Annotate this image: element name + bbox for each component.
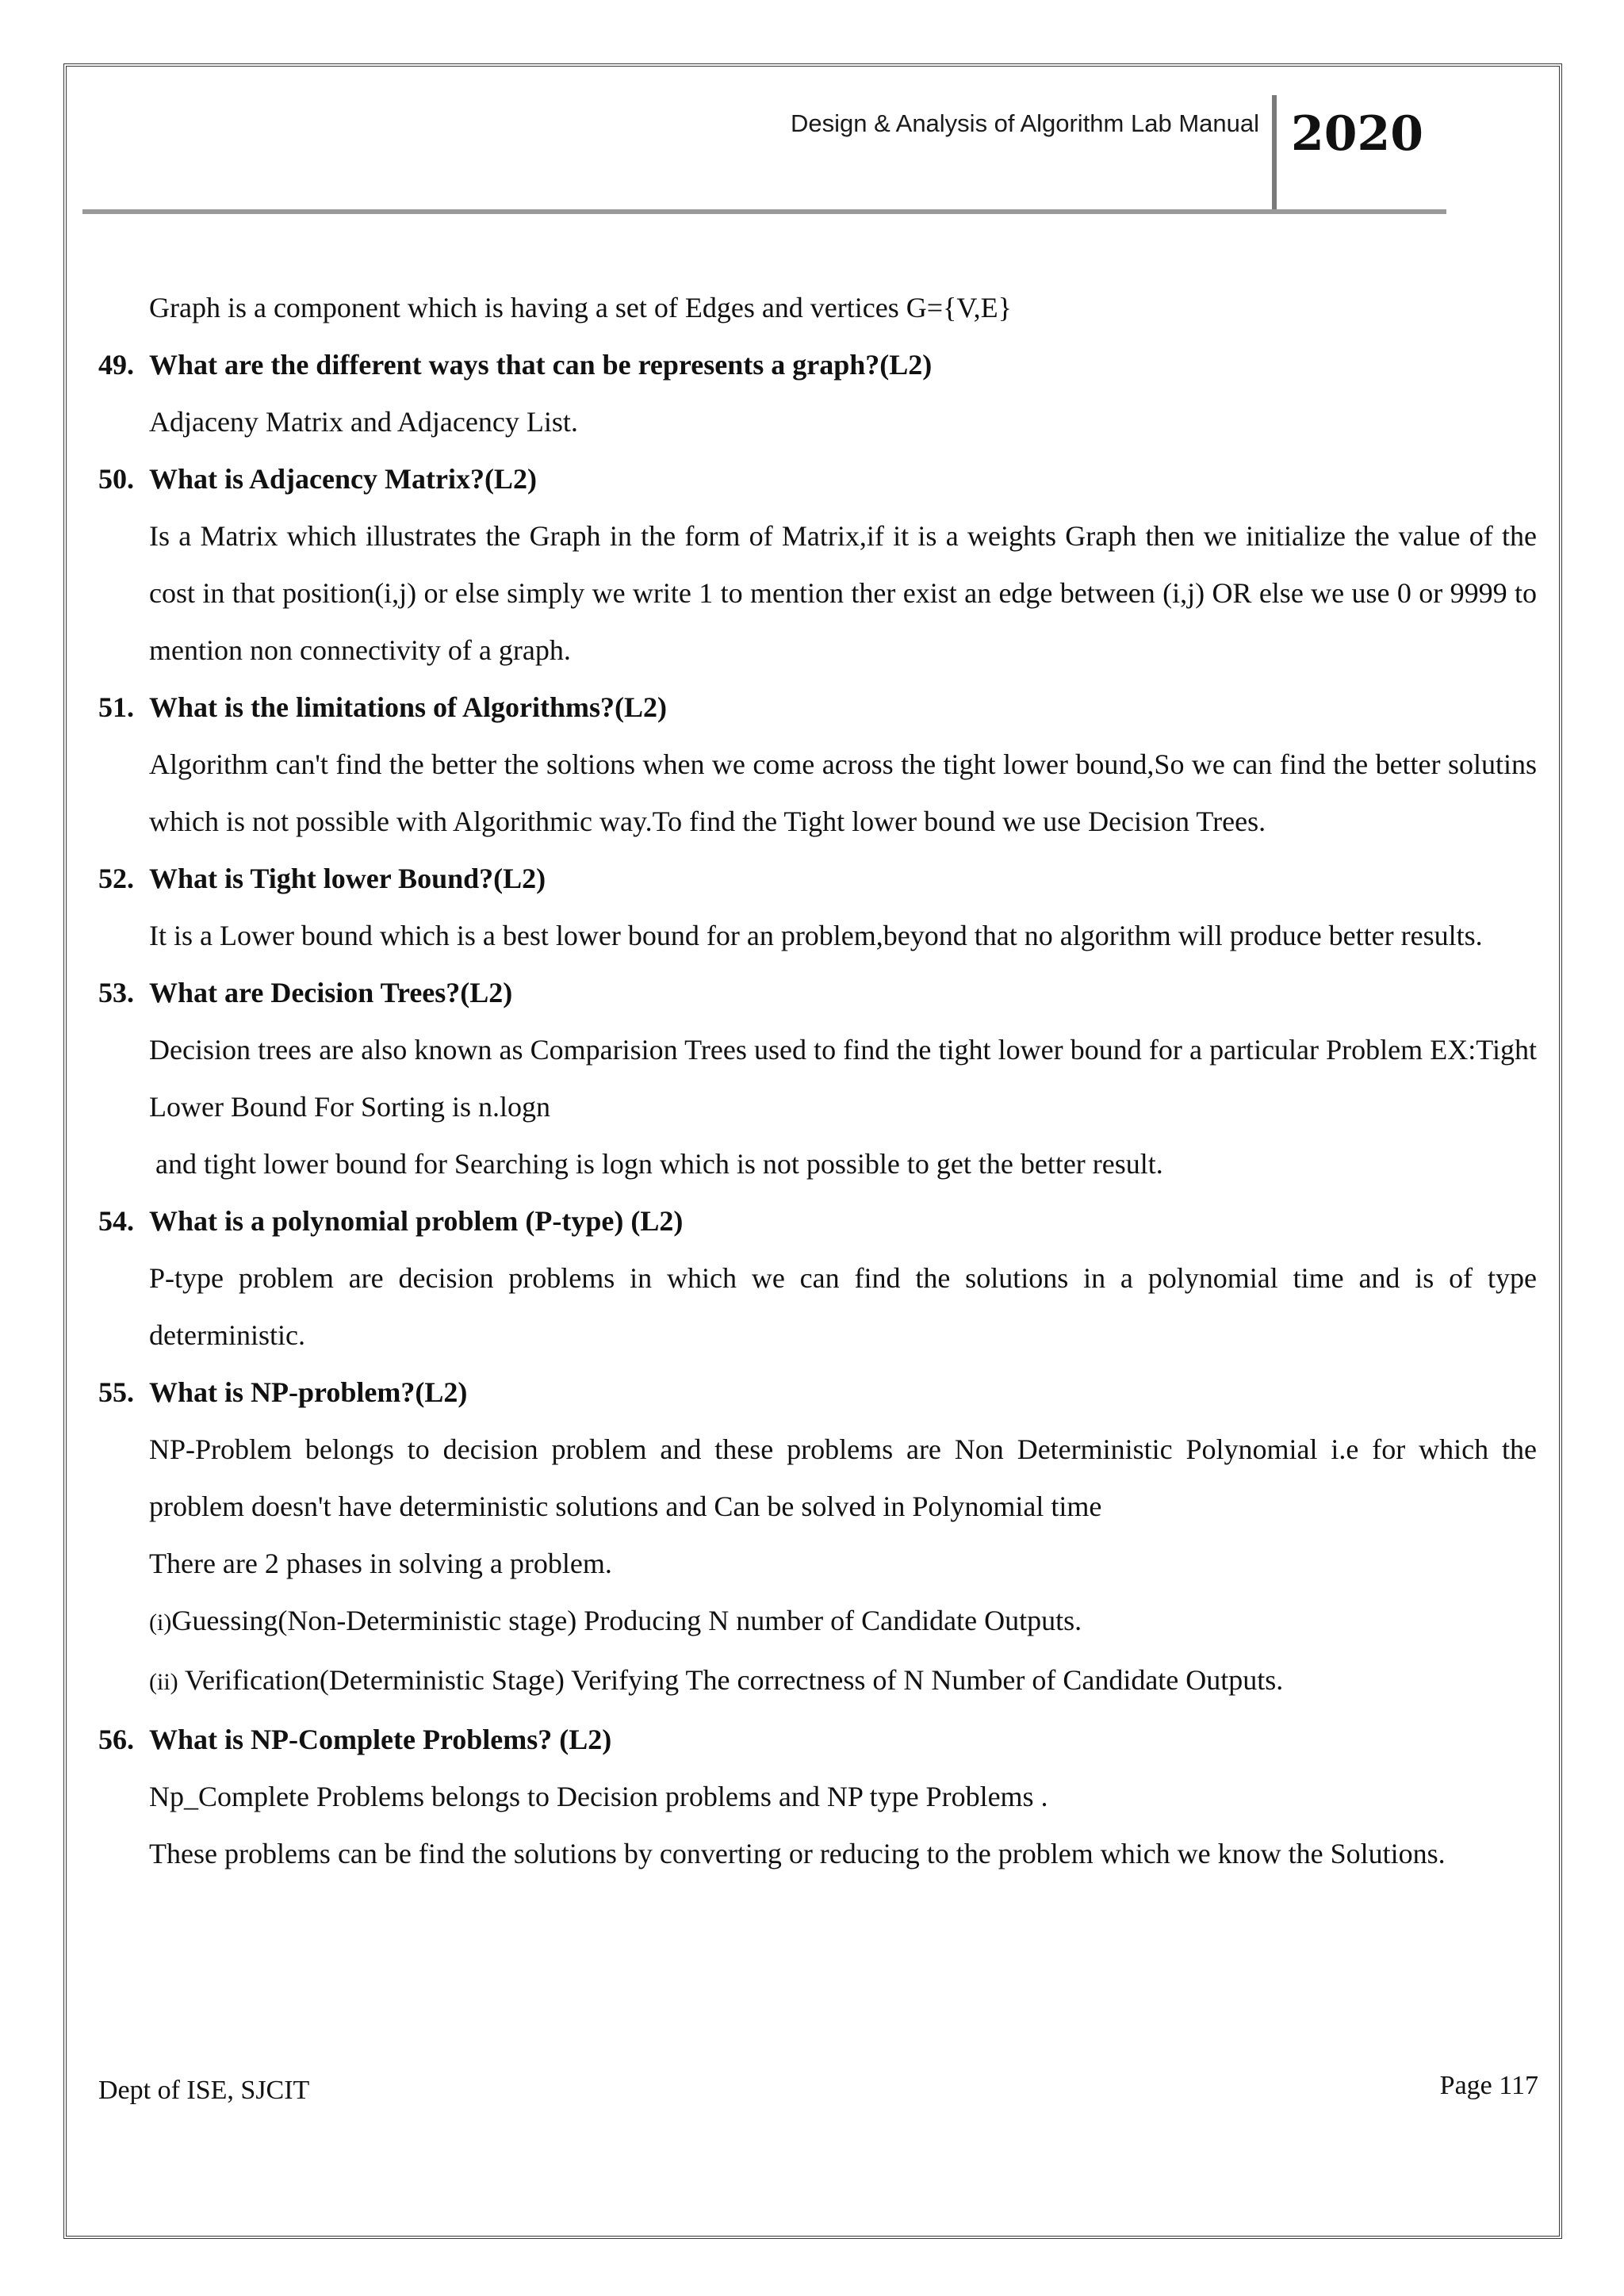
- answer-51: Algorithm can't find the better the soltions when we come across the tight lower bound,So we can find the better solutins which is not possible with Algorithmic way.To find the Tight lower bound we use Decision Trees.: [149, 748, 1537, 837]
- question-number: 49.: [98, 349, 134, 381]
- question-50: [98, 450, 1537, 507]
- question-49: [98, 336, 1537, 393]
- question-text: What is the limitations of Algorithms?(L2): [149, 691, 667, 723]
- answer-56-part-1: Np_Complete Problems belongs to Decision problems and NP type Problems .: [149, 1781, 1048, 1812]
- answer-56-part-2: These problems can be find the solutions by converting or reducing to the problem which we know the Solutions.: [149, 1838, 1446, 1869]
- question-54: [98, 1192, 1537, 1249]
- footer-dept: Dept of ISE, SJCIT: [98, 2076, 310, 2105]
- answer-55-item-1: [98, 1592, 1537, 1651]
- question-56: [98, 1711, 1537, 1768]
- answer-49: Adjaceny Matrix and Adjacency List.: [149, 406, 578, 438]
- question-55: [98, 1364, 1537, 1421]
- question-text: What is Tight lower Bound?(L2): [149, 863, 546, 894]
- answer-55-part-2: There are 2 phases in solving a problem.: [149, 1548, 612, 1579]
- question-number: 54.: [98, 1205, 134, 1237]
- header-title: Design & Analysis of Algorithm Lab Manual: [790, 109, 1259, 137]
- header-rule: [82, 209, 1446, 214]
- item-marker: (i): [149, 1609, 172, 1636]
- page-content: [98, 279, 1537, 1882]
- question-text: What is a polynomial problem (P-type) (L2): [149, 1205, 684, 1237]
- question-text: What is Adjacency Matrix?(L2): [149, 463, 537, 495]
- question-number: 56.: [98, 1724, 134, 1755]
- answer-53-part-1: Decision trees are also known as Comparision Trees used to find the tight lower bound for a particular Problem EX:Tight Lower Bound For Sorting is n.logn: [149, 1034, 1537, 1123]
- footer-page-number: Page 117: [1439, 2071, 1538, 2100]
- header-year: 2020: [1291, 106, 1423, 162]
- item-text: Verification(Deterministic Stage) Verifying The correctness of N Number of Candidate Outputs.: [178, 1664, 1284, 1696]
- answer-55-item-2: [98, 1651, 1537, 1711]
- question-text: What is NP-problem?(L2): [149, 1376, 468, 1408]
- answer-55-part-1: NP-Problem belongs to decision problem and these problems are Non Deterministic Polynomial i.e for which the problem doesn't have deterministic solutions and Can be solved in Polynomial time: [149, 1433, 1537, 1522]
- item-marker: (ii): [149, 1669, 178, 1695]
- question-text: What are Decision Trees?(L2): [149, 977, 513, 1008]
- question-53: [98, 964, 1537, 1021]
- question-52: [98, 850, 1537, 907]
- question-51: [98, 679, 1537, 736]
- answer-53-part-2: and tight lower bound for Searching is logn which is not possible to get the better result.: [155, 1148, 1163, 1180]
- question-number: 50.: [98, 463, 134, 495]
- question-text: What are the different ways that can be represents a graph?(L2): [149, 349, 933, 381]
- header-divider: [1272, 95, 1277, 211]
- answer-52: It is a Lower bound which is a best lower bound for an problem,beyond that no algorithm will produce better results.: [149, 920, 1483, 951]
- question-number: 55.: [98, 1376, 134, 1408]
- question-number: 51.: [98, 691, 134, 723]
- question-text: What is NP-Complete Problems? (L2): [149, 1724, 612, 1755]
- answer-54: P-type problem are decision problems in which we can find the solutions in a polynomial time and is of type deterministic.: [149, 1262, 1537, 1351]
- intro-text: Graph is a component which is having a set of Edges and vertices G={V,E}: [149, 292, 1012, 323]
- answer-50: Is a Matrix which illustrates the Graph in the form of Matrix,if it is a weights Graph then we initialize the value of the cost in that position(i,j) or else simply we write 1 to mention ther exist an edge between (i,j) OR else we use 0 or 9999 to mention non connectivity of a graph.: [149, 520, 1537, 666]
- question-number: 52.: [98, 863, 134, 894]
- question-number: 53.: [98, 977, 134, 1008]
- item-text: Guessing(Non-Deterministic stage) Producing N number of Candidate Outputs.: [171, 1605, 1082, 1636]
